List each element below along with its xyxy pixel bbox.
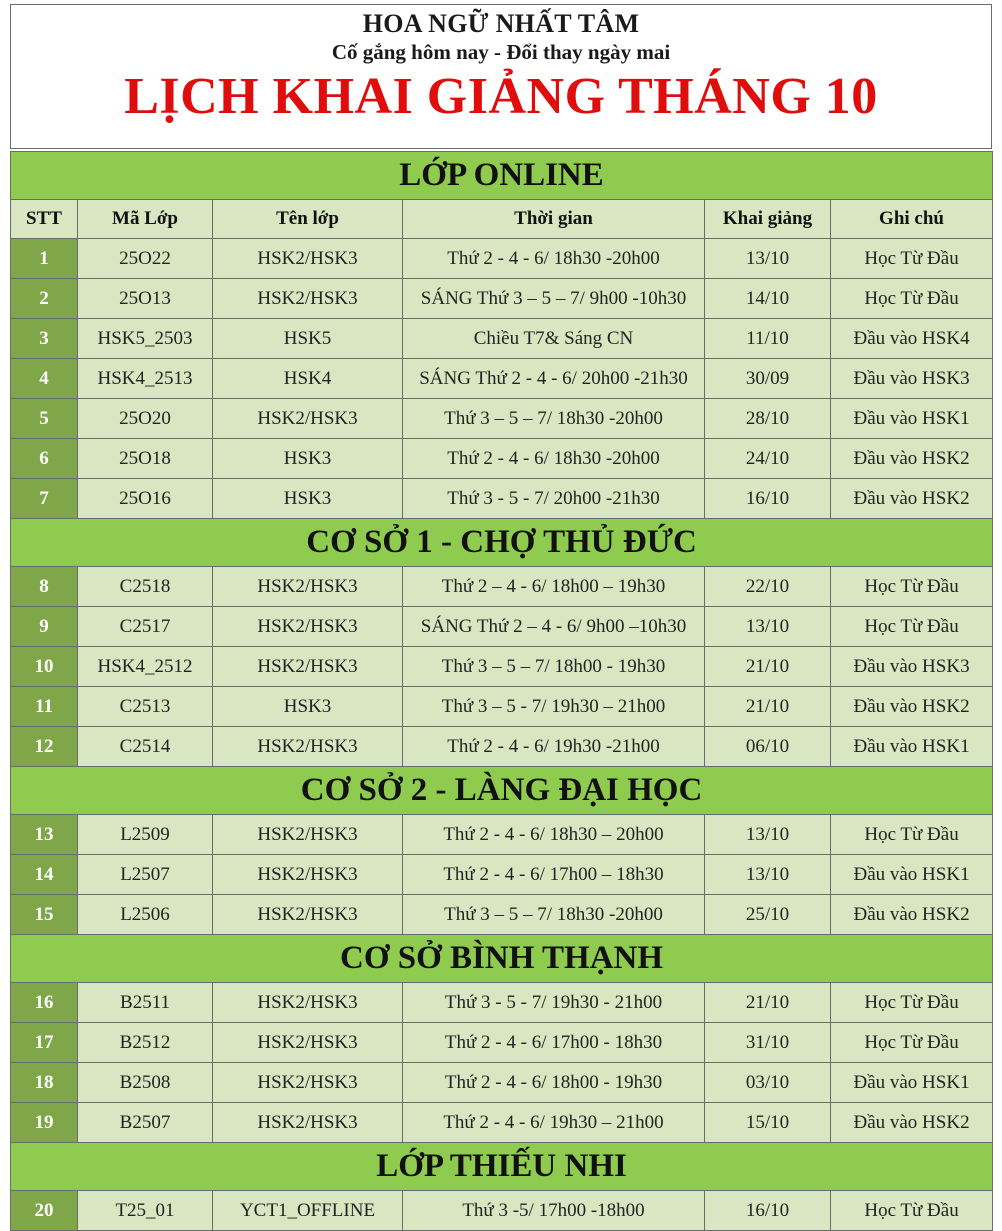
schedule-time-cell: Thứ 3 – 5 – 7/ 18h30 -20h00 xyxy=(403,895,705,935)
class-code-cell: C2517 xyxy=(78,607,213,647)
start-date-cell: 16/10 xyxy=(705,1191,831,1231)
class-code-cell: 25O20 xyxy=(78,399,213,439)
stt-cell: 9 xyxy=(11,607,78,647)
section-title: LỚP ONLINE xyxy=(11,152,993,200)
section-title: CƠ SỞ 1 - CHỢ THỦ ĐỨC xyxy=(11,519,993,567)
slogan: Cố gắng hôm nay - Đổi thay ngày mai xyxy=(331,40,671,64)
schedule-time-cell: Thứ 3 – 5 - 7/ 19h30 – 21h00 xyxy=(403,687,705,727)
table-row xyxy=(11,279,993,319)
table-row xyxy=(11,359,993,399)
organization-name: HOA NGỮ NHẤT TÂM xyxy=(362,9,640,38)
stt-cell: 17 xyxy=(11,1023,78,1063)
note-cell: Đầu vào HSK1 xyxy=(831,855,993,895)
table-row xyxy=(11,895,993,935)
schedule-time-cell: SÁNG Thứ 2 - 4 - 6/ 20h00 -21h30 xyxy=(403,359,705,399)
table-row xyxy=(11,319,993,359)
stt-cell: 13 xyxy=(11,815,78,855)
class-name-cell: HSK2/HSK3 xyxy=(213,607,403,647)
class-code-cell: HSK5_2503 xyxy=(78,319,213,359)
col-header-class-code: Mã Lớp xyxy=(78,200,213,239)
table-row xyxy=(11,239,993,279)
schedule-time-cell: SÁNG Thứ 3 – 5 – 7/ 9h00 -10h30 xyxy=(403,279,705,319)
start-date-cell: 24/10 xyxy=(705,439,831,479)
class-code-cell: L2506 xyxy=(78,895,213,935)
note-cell: Học Từ Đầu xyxy=(831,279,993,319)
start-date-cell: 13/10 xyxy=(705,815,831,855)
column-header-row xyxy=(11,200,993,239)
schedule-time-cell: Thứ 2 - 4 - 6/ 18h30 -20h00 xyxy=(403,439,705,479)
class-code-cell: B2508 xyxy=(78,1063,213,1103)
class-code-cell: C2518 xyxy=(78,567,213,607)
note-cell: Đầu vào HSK2 xyxy=(831,895,993,935)
class-name-cell: HSK2/HSK3 xyxy=(213,855,403,895)
start-date-cell: 13/10 xyxy=(705,855,831,895)
start-date-cell: 21/10 xyxy=(705,983,831,1023)
note-cell: Học Từ Đầu xyxy=(831,239,993,279)
schedule-table xyxy=(10,151,993,1231)
section-title: LỚP THIẾU NHI xyxy=(11,1143,993,1191)
note-cell: Học Từ Đầu xyxy=(831,607,993,647)
section-header xyxy=(11,152,993,200)
table-row xyxy=(11,687,993,727)
class-code-cell: 25O18 xyxy=(78,439,213,479)
table-row xyxy=(11,1063,993,1103)
class-code-cell: 25O22 xyxy=(78,239,213,279)
stt-cell: 19 xyxy=(11,1103,78,1143)
header-box xyxy=(10,4,992,149)
schedule-time-cell: Thứ 2 - 4 - 6/ 19h30 – 21h00 xyxy=(403,1103,705,1143)
class-name-cell: HSK2/HSK3 xyxy=(213,727,403,767)
section-header xyxy=(11,519,993,567)
schedule-time-cell: Thứ 3 – 5 – 7/ 18h30 -20h00 xyxy=(403,399,705,439)
class-name-cell: HSK4 xyxy=(213,359,403,399)
class-code-cell: B2507 xyxy=(78,1103,213,1143)
table-row xyxy=(11,855,993,895)
schedule-time-cell: Thứ 2 - 4 - 6/ 18h30 -20h00 xyxy=(403,239,705,279)
note-cell: Học Từ Đầu xyxy=(831,1023,993,1063)
schedule-time-cell: Chiều T7& Sáng CN xyxy=(403,319,705,359)
start-date-cell: 28/10 xyxy=(705,399,831,439)
table-row xyxy=(11,647,993,687)
class-code-cell: T25_01 xyxy=(78,1191,213,1231)
table-row xyxy=(11,983,993,1023)
class-name-cell: HSK2/HSK3 xyxy=(213,983,403,1023)
note-cell: Đầu vào HSK2 xyxy=(831,687,993,727)
stt-cell: 3 xyxy=(11,319,78,359)
page-title: LỊCH KHAI GIẢNG THÁNG 10 xyxy=(124,68,878,125)
start-date-cell: 03/10 xyxy=(705,1063,831,1103)
start-date-cell: 13/10 xyxy=(705,239,831,279)
start-date-cell: 25/10 xyxy=(705,895,831,935)
start-date-cell: 15/10 xyxy=(705,1103,831,1143)
class-code-cell: HSK4_2512 xyxy=(78,647,213,687)
start-date-cell: 11/10 xyxy=(705,319,831,359)
schedule-time-cell: Thứ 2 - 4 - 6/ 17h00 – 18h30 xyxy=(403,855,705,895)
col-header-start: Khai giảng xyxy=(705,200,831,239)
section-title: CƠ SỞ BÌNH THẠNH xyxy=(11,935,993,983)
stt-cell: 20 xyxy=(11,1191,78,1231)
col-header-class-name: Tên lớp xyxy=(213,200,403,239)
class-name-cell: HSK3 xyxy=(213,687,403,727)
note-cell: Đầu vào HSK3 xyxy=(831,359,993,399)
schedule-time-cell: Thứ 2 - 4 - 6/ 19h30 -21h00 xyxy=(403,727,705,767)
note-cell: Đầu vào HSK1 xyxy=(831,727,993,767)
schedule-time-cell: Thứ 3 -5/ 17h00 -18h00 xyxy=(403,1191,705,1231)
start-date-cell: 22/10 xyxy=(705,567,831,607)
section-header xyxy=(11,767,993,815)
class-name-cell: YCT1_OFFLINE xyxy=(213,1191,403,1231)
table-row xyxy=(11,1103,993,1143)
start-date-cell: 31/10 xyxy=(705,1023,831,1063)
class-code-cell: C2514 xyxy=(78,727,213,767)
class-name-cell: HSK2/HSK3 xyxy=(213,239,403,279)
class-code-cell: 25O16 xyxy=(78,479,213,519)
start-date-cell: 16/10 xyxy=(705,479,831,519)
table-row xyxy=(11,607,993,647)
stt-cell: 18 xyxy=(11,1063,78,1103)
section-header xyxy=(11,935,993,983)
table-row xyxy=(11,567,993,607)
stt-cell: 8 xyxy=(11,567,78,607)
col-header-note: Ghi chú xyxy=(831,200,993,239)
class-name-cell: HSK2/HSK3 xyxy=(213,1063,403,1103)
schedule-time-cell: SÁNG Thứ 2 – 4 - 6/ 9h00 –10h30 xyxy=(403,607,705,647)
class-name-cell: HSK2/HSK3 xyxy=(213,895,403,935)
stt-cell: 7 xyxy=(11,479,78,519)
class-name-cell: HSK5 xyxy=(213,319,403,359)
schedule-time-cell: Thứ 2 – 4 - 6/ 18h00 – 19h30 xyxy=(403,567,705,607)
stt-cell: 12 xyxy=(11,727,78,767)
class-name-cell: HSK3 xyxy=(213,479,403,519)
note-cell: Đầu vào HSK2 xyxy=(831,1103,993,1143)
class-name-cell: HSK2/HSK3 xyxy=(213,647,403,687)
table-row xyxy=(11,815,993,855)
section-title: CƠ SỞ 2 - LÀNG ĐẠI HỌC xyxy=(11,767,993,815)
table-row xyxy=(11,1191,993,1231)
class-code-cell: B2511 xyxy=(78,983,213,1023)
start-date-cell: 13/10 xyxy=(705,607,831,647)
note-cell: Đầu vào HSK2 xyxy=(831,439,993,479)
class-code-cell: 25O13 xyxy=(78,279,213,319)
stt-cell: 1 xyxy=(11,239,78,279)
col-header-time: Thời gian xyxy=(403,200,705,239)
schedule-time-cell: Thứ 3 - 5 - 7/ 19h30 - 21h00 xyxy=(403,983,705,1023)
note-cell: Học Từ Đầu xyxy=(831,815,993,855)
stt-cell: 15 xyxy=(11,895,78,935)
stt-cell: 6 xyxy=(11,439,78,479)
schedule-time-cell: Thứ 3 – 5 – 7/ 18h00 - 19h30 xyxy=(403,647,705,687)
note-cell: Đầu vào HSK3 xyxy=(831,647,993,687)
start-date-cell: 30/09 xyxy=(705,359,831,399)
note-cell: Đầu vào HSK2 xyxy=(831,479,993,519)
note-cell: Học Từ Đầu xyxy=(831,567,993,607)
class-name-cell: HSK3 xyxy=(213,439,403,479)
note-cell: Học Từ Đầu xyxy=(831,983,993,1023)
stt-cell: 4 xyxy=(11,359,78,399)
class-code-cell: L2507 xyxy=(78,855,213,895)
stt-cell: 10 xyxy=(11,647,78,687)
class-name-cell: HSK2/HSK3 xyxy=(213,279,403,319)
class-name-cell: HSK2/HSK3 xyxy=(213,567,403,607)
start-date-cell: 21/10 xyxy=(705,647,831,687)
note-cell: Đầu vào HSK1 xyxy=(831,399,993,439)
class-code-cell: HSK4_2513 xyxy=(78,359,213,399)
stt-cell: 11 xyxy=(11,687,78,727)
class-code-cell: B2512 xyxy=(78,1023,213,1063)
class-name-cell: HSK2/HSK3 xyxy=(213,1103,403,1143)
table-row xyxy=(11,439,993,479)
stt-cell: 2 xyxy=(11,279,78,319)
start-date-cell: 06/10 xyxy=(705,727,831,767)
col-header-stt: STT xyxy=(11,200,78,239)
stt-cell: 14 xyxy=(11,855,78,895)
note-cell: Đầu vào HSK1 xyxy=(831,1063,993,1103)
class-code-cell: C2513 xyxy=(78,687,213,727)
section-header xyxy=(11,1143,993,1191)
stt-cell: 5 xyxy=(11,399,78,439)
table-row xyxy=(11,479,993,519)
class-name-cell: HSK2/HSK3 xyxy=(213,1023,403,1063)
start-date-cell: 14/10 xyxy=(705,279,831,319)
stt-cell: 16 xyxy=(11,983,78,1023)
schedule-time-cell: Thứ 3 - 5 - 7/ 20h00 -21h30 xyxy=(403,479,705,519)
class-name-cell: HSK2/HSK3 xyxy=(213,399,403,439)
schedule-time-cell: Thứ 2 - 4 - 6/ 18h30 – 20h00 xyxy=(403,815,705,855)
note-cell: Đầu vào HSK4 xyxy=(831,319,993,359)
schedule-time-cell: Thứ 2 - 4 - 6/ 18h00 - 19h30 xyxy=(403,1063,705,1103)
class-name-cell: HSK2/HSK3 xyxy=(213,815,403,855)
start-date-cell: 21/10 xyxy=(705,687,831,727)
table-row xyxy=(11,399,993,439)
note-cell: Học Từ Đầu xyxy=(831,1191,993,1231)
table-row xyxy=(11,727,993,767)
schedule-time-cell: Thứ 2 - 4 - 6/ 17h00 - 18h30 xyxy=(403,1023,705,1063)
table-row xyxy=(11,1023,993,1063)
class-code-cell: L2509 xyxy=(78,815,213,855)
